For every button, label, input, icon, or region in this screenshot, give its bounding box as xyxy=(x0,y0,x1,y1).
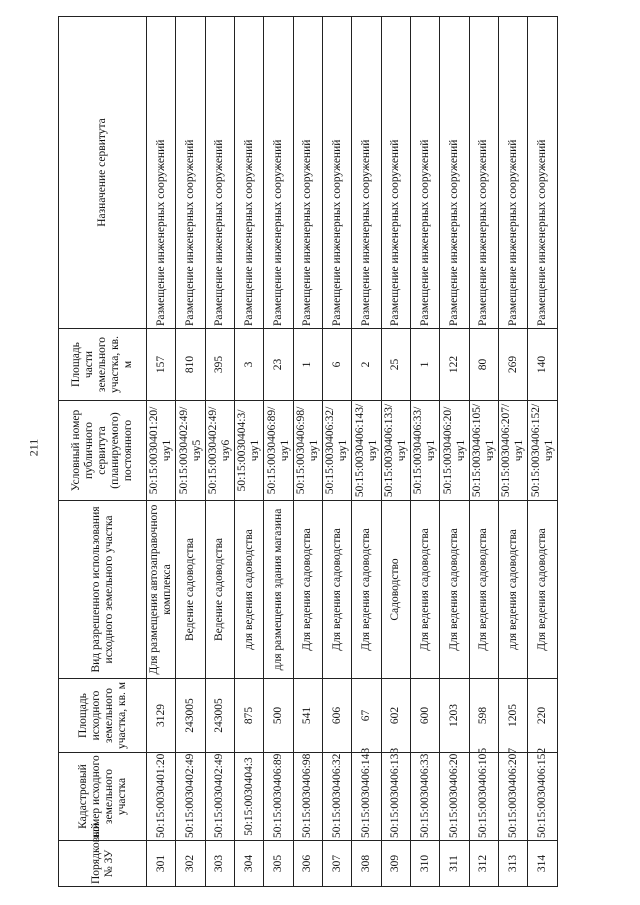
servitude-number: 50:15:0030406:143/чзу1 xyxy=(352,401,381,501)
cadastral-number: 50:15:0030406:98 xyxy=(293,753,322,841)
row-number: 302 xyxy=(176,841,205,887)
table-row xyxy=(381,17,410,887)
permitted-use: для ведения садоводства xyxy=(235,501,264,679)
permitted-use: Для размещения автозаправочного комплекса xyxy=(147,501,176,679)
row-number: 306 xyxy=(293,841,322,887)
source-area: 600 xyxy=(411,679,440,753)
servitude-number: 50:15:0030406:152/чзу1 xyxy=(528,401,558,501)
table-row xyxy=(411,17,440,887)
source-area: 1203 xyxy=(440,679,469,753)
servitude-purpose: Размещение инженерных сооружений xyxy=(323,17,352,329)
servitude-purpose: Размещение инженерных сооружений xyxy=(469,17,498,329)
servitude-purpose: Размещение инженерных сооружений xyxy=(205,17,234,329)
header-cadastral: Кадастровый номер исходного земельного участка xyxy=(59,753,147,841)
row-number: 310 xyxy=(411,841,440,887)
source-area: 500 xyxy=(264,679,293,753)
source-area: 602 xyxy=(381,679,410,753)
row-number: 309 xyxy=(381,841,410,887)
permitted-use: Для ведения садоводства xyxy=(528,501,558,679)
servitude-purpose: Размещение инженерных сооружений xyxy=(528,17,558,329)
servitude-purpose: Размещение инженерных сооружений xyxy=(440,17,469,329)
source-area: 67 xyxy=(352,679,381,753)
table-row xyxy=(499,17,528,887)
cadastral-number: 50:15:0030406:89 xyxy=(264,753,293,841)
source-area: 220 xyxy=(528,679,558,753)
table-row xyxy=(323,17,352,887)
part-area: 25 xyxy=(381,329,410,401)
cadastral-number: 50:15:0030406:33 xyxy=(411,753,440,841)
cadastral-number: 50:15:0030406:32 xyxy=(323,753,352,841)
servitude-purpose: Размещение инженерных сооружений xyxy=(381,17,410,329)
servitude-purpose: Размещение инженерных сооружений xyxy=(176,17,205,329)
permitted-use: для ведения садоводства xyxy=(499,501,528,679)
header-permitted-use: Вид разрешенного использования исходного земельного участка xyxy=(59,501,147,679)
servitude-number: 50:15:0030406:32/чзу1 xyxy=(323,401,352,501)
table-row xyxy=(147,17,176,887)
table-row xyxy=(469,17,498,887)
header-row xyxy=(59,17,147,887)
servitude-purpose: Размещение инженерных сооружений xyxy=(235,17,264,329)
cadastral-number: 50:15:0030406:152 xyxy=(528,753,558,841)
source-area: 598 xyxy=(469,679,498,753)
part-area: 122 xyxy=(440,329,469,401)
servitude-number: 50:15:0030401:20/чзу1 xyxy=(147,401,176,501)
table-row xyxy=(205,17,234,887)
cadastral-number: 50:15:0030406:207 xyxy=(499,753,528,841)
permitted-use: для размещения здания магазина xyxy=(264,501,293,679)
row-number: 301 xyxy=(147,841,176,887)
permitted-use: Ведение садоводства xyxy=(205,501,234,679)
part-area: 6 xyxy=(323,329,352,401)
part-area: 1 xyxy=(293,329,322,401)
part-area: 269 xyxy=(499,329,528,401)
servitude-purpose: Размещение инженерных сооружений xyxy=(293,17,322,329)
row-number: 303 xyxy=(205,841,234,887)
permitted-use: Для ведения садоводства xyxy=(411,501,440,679)
cadastral-number: 50:15:0030402:49 xyxy=(176,753,205,841)
permitted-use: Ведение садоводства xyxy=(176,501,205,679)
permitted-use: Для ведения садоводства xyxy=(352,501,381,679)
permitted-use: Для ведения садоводства xyxy=(323,501,352,679)
table-row xyxy=(352,17,381,887)
source-area: 243005 xyxy=(176,679,205,753)
servitude-table-container xyxy=(58,17,558,887)
part-area: 395 xyxy=(205,329,234,401)
part-area: 80 xyxy=(469,329,498,401)
row-number: 304 xyxy=(235,841,264,887)
row-number: 312 xyxy=(469,841,498,887)
part-area: 23 xyxy=(264,329,293,401)
servitude-number: 50:15:0030406:98/чзу1 xyxy=(293,401,322,501)
servitude-number: 50:15:0030406:207/чзу1 xyxy=(499,401,528,501)
table-row xyxy=(293,17,322,887)
servitude-number: 50:15:0030402:49/чзу6 xyxy=(205,401,234,501)
permitted-use: Для ведения садоводства xyxy=(440,501,469,679)
part-area: 2 xyxy=(352,329,381,401)
servitude-number: 50:15:0030406:133/чзу1 xyxy=(381,401,410,501)
table-row xyxy=(440,17,469,887)
source-area: 243005 xyxy=(205,679,234,753)
cadastral-number: 50:15:0030406:143 xyxy=(352,753,381,841)
row-number: 305 xyxy=(264,841,293,887)
cadastral-number: 50:15:0030402:49 xyxy=(205,753,234,841)
cadastral-number: 50:15:0030401:20 xyxy=(147,753,176,841)
servitude-number: 50:15:0030406:89/чзу1 xyxy=(264,401,293,501)
page-number: 211 xyxy=(26,438,41,457)
servitude-purpose: Размещение инженерных сооружений xyxy=(352,17,381,329)
source-area: 3129 xyxy=(147,679,176,753)
row-number: 311 xyxy=(440,841,469,887)
servitude-number: 50:15:0030404:3/чзу1 xyxy=(235,401,264,501)
servitude-number: 50:15:0030406:105/чзу1 xyxy=(469,401,498,501)
header-purpose: Назначение сервитута xyxy=(59,17,147,329)
table-row xyxy=(235,17,264,887)
permitted-use: Для ведения садоводства xyxy=(293,501,322,679)
servitude-purpose: Размещение инженерных сооружений xyxy=(147,17,176,329)
header-area-source: Площадь исходного земельного участка, кв. м xyxy=(59,679,147,753)
cadastral-number: 50:15:0030406:20 xyxy=(440,753,469,841)
cadastral-number: 50:15:0030406:133 xyxy=(381,753,410,841)
servitude-purpose: Размещение инженерных сооружений xyxy=(499,17,528,329)
servitude-number: 50:15:0030406:33/чзу1 xyxy=(411,401,440,501)
header-area-part: Площадь части земельного участка, кв. м xyxy=(59,329,147,401)
cadastral-number: 50:15:0030406:105 xyxy=(469,753,498,841)
source-area: 1205 xyxy=(499,679,528,753)
servitude-table xyxy=(58,16,558,887)
header-servitude-number: Условный номер публичного сервитута (планируемого) постоянного xyxy=(59,401,147,501)
part-area: 157 xyxy=(147,329,176,401)
row-number: 307 xyxy=(323,841,352,887)
source-area: 875 xyxy=(235,679,264,753)
cadastral-number: 50:15:0030404:3 xyxy=(235,753,264,841)
row-number: 313 xyxy=(499,841,528,887)
servitude-purpose: Размещение инженерных сооружений xyxy=(411,17,440,329)
servitude-number: 50:15:0030406:20/чзу1 xyxy=(440,401,469,501)
table-row xyxy=(176,17,205,887)
permitted-use: Для ведения садоводства xyxy=(469,501,498,679)
table-row xyxy=(264,17,293,887)
part-area: 140 xyxy=(528,329,558,401)
source-area: 606 xyxy=(323,679,352,753)
servitude-purpose: Размещение инженерных сооружений xyxy=(264,17,293,329)
servitude-number: 50:15:0030402:49/чзу5 xyxy=(176,401,205,501)
part-area: 3 xyxy=(235,329,264,401)
row-number: 314 xyxy=(528,841,558,887)
permitted-use: Садоводство xyxy=(381,501,410,679)
source-area: 541 xyxy=(293,679,322,753)
header-num: Порядковый № ЗУ xyxy=(59,841,147,887)
table-row xyxy=(528,17,558,887)
row-number: 308 xyxy=(352,841,381,887)
part-area: 810 xyxy=(176,329,205,401)
part-area: 1 xyxy=(411,329,440,401)
